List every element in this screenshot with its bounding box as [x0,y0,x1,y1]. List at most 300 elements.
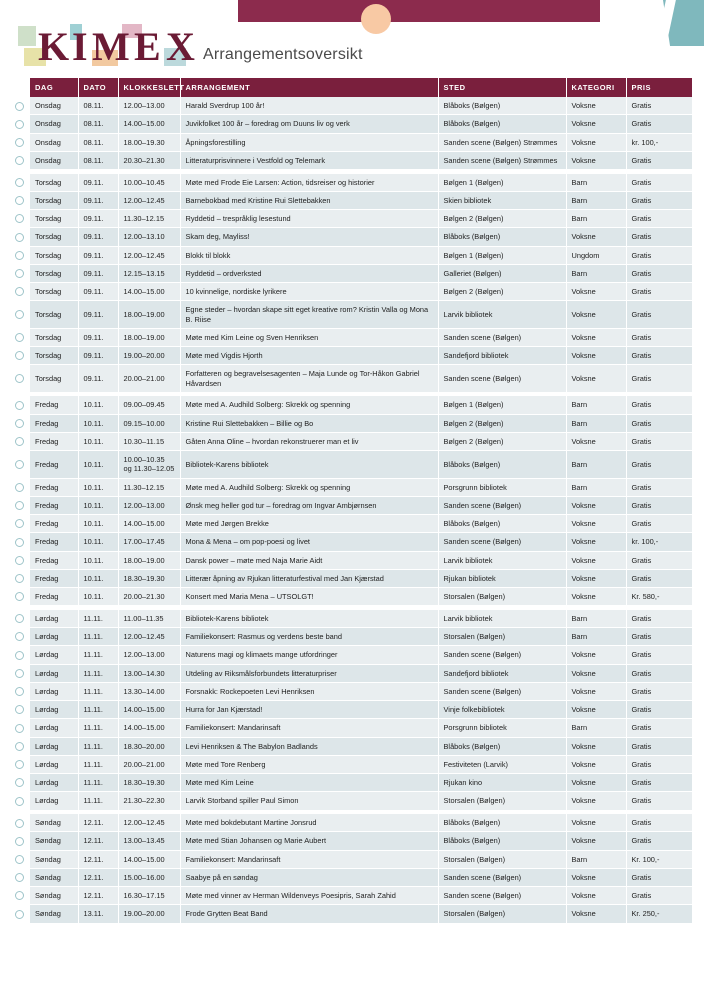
cell-date: 11.11. [78,737,118,755]
cell-place: Galleriet (Bølgen) [438,264,566,282]
cell-event: Møte med bokdebutant Martine Jonsrud [180,814,438,832]
table-row[interactable] [8,115,692,133]
cell-date: 10.11. [78,515,118,533]
circle-checkbox-icon[interactable] [15,873,24,882]
cell-date: 09.11. [78,283,118,301]
circle-checkbox-icon[interactable] [15,310,24,319]
circle-checkbox-icon[interactable] [15,214,24,223]
cell-price: Gratis [626,755,692,773]
table-row[interactable] [8,396,692,414]
circle-checkbox-icon[interactable] [15,778,24,787]
table-row[interactable] [8,887,692,905]
cell-day: Onsdag [30,151,78,169]
cell-price: Gratis [626,264,692,282]
row-checkbox-cell[interactable] [8,774,30,792]
table-row[interactable] [8,628,692,646]
row-checkbox-cell[interactable] [8,588,30,606]
cell-category: Voksne [566,97,626,115]
svg-text:M: M [92,24,130,68]
cell-event: Saabye på en søndag [180,868,438,886]
row-checkbox-cell[interactable] [8,133,30,151]
circle-checkbox-icon[interactable] [15,910,24,919]
cell-date: 10.11. [78,569,118,587]
row-checkbox-cell[interactable] [8,664,30,682]
row-checkbox-cell[interactable] [8,396,30,414]
cell-date: 12.11. [78,868,118,886]
circle-checkbox-icon[interactable] [15,401,24,410]
cell-category: Voksne [566,133,626,151]
circle-checkbox-icon[interactable] [15,196,24,205]
cell-day: Fredag [30,515,78,533]
cell-time: 20.30–21.30 [118,151,180,169]
cell-event: Møte med Kim Leine og Sven Henriksen [180,328,438,346]
cell-event: Gåten Anna Oline – hvordan rekonstruerer man et liv [180,432,438,450]
circle-checkbox-icon[interactable] [15,437,24,446]
table-row[interactable] [8,868,692,886]
cell-date: 11.11. [78,664,118,682]
cell-price: Gratis [626,628,692,646]
cell-price: Kr. 580,- [626,588,692,606]
circle-checkbox-icon[interactable] [15,251,24,260]
row-checkbox-cell[interactable] [8,755,30,773]
table-row[interactable] [8,365,692,393]
cell-price: Gratis [626,432,692,450]
table-row[interactable] [8,646,692,664]
row-checkbox-cell[interactable] [8,432,30,450]
table-row[interactable] [8,515,692,533]
circle-checkbox-icon[interactable] [15,333,24,342]
circle-checkbox-icon[interactable] [15,102,24,111]
row-checkbox-cell[interactable] [8,328,30,346]
column-header-place: STED [438,78,566,97]
cell-time: 12.00–12.45 [118,246,180,264]
circle-checkbox-icon[interactable] [15,797,24,806]
cell-category: Voksne [566,301,626,329]
table-row[interactable] [8,347,692,365]
cell-place: Blåboks (Bølgen) [438,115,566,133]
cell-date: 11.11. [78,792,118,810]
table-row[interactable] [8,151,692,169]
cell-event: Møte med Kim Leine [180,774,438,792]
row-checkbox-cell[interactable] [8,283,30,301]
cell-time: 12.00–13.00 [118,97,180,115]
cell-day: Lørdag [30,719,78,737]
cell-time: 12.00–13.10 [118,228,180,246]
cell-place: Bølgen 2 (Bølgen) [438,210,566,228]
checkbox-column-header [8,78,30,97]
cell-date: 09.11. [78,228,118,246]
cell-day: Fredag [30,432,78,450]
circle-checkbox-icon[interactable] [15,351,24,360]
row-checkbox-cell[interactable] [8,515,30,533]
cell-time: 10.30–11.15 [118,432,180,450]
circle-checkbox-icon[interactable] [15,837,24,846]
cell-category: Voksne [566,646,626,664]
cell-event: Naturens magi og klimaets mange utfordringer [180,646,438,664]
cell-date: 11.11. [78,610,118,628]
cell-time: 14.00–15.00 [118,115,180,133]
cell-place: Blåboks (Bølgen) [438,832,566,850]
cell-date: 09.11. [78,328,118,346]
cell-place: Rjukan kino [438,774,566,792]
cell-price: Gratis [626,737,692,755]
table-row[interactable] [8,719,692,737]
cell-place: Sandefjord bibliotek [438,664,566,682]
table-body [8,97,692,923]
table-row[interactable] [8,228,692,246]
cell-day: Fredag [30,414,78,432]
cell-day: Torsdag [30,246,78,264]
circle-checkbox-icon[interactable] [15,760,24,769]
cell-price: Gratis [626,328,692,346]
cell-date: 09.11. [78,301,118,329]
svg-text:K: K [38,24,70,68]
cell-price: Gratis [626,151,692,169]
table-row[interactable] [8,264,692,282]
row-checkbox-cell[interactable] [8,301,30,329]
row-checkbox-cell[interactable] [8,887,30,905]
cell-time: 16.30–17.15 [118,887,180,905]
row-checkbox-cell[interactable] [8,174,30,192]
table-row[interactable] [8,174,692,192]
cell-day: Søndag [30,905,78,923]
cell-time: 09.15–10.00 [118,414,180,432]
row-checkbox-cell[interactable] [8,228,30,246]
cell-event: Bibliotek-Karens bibliotek [180,451,438,479]
column-header-price: PRIS [626,78,692,97]
row-checkbox-cell[interactable] [8,719,30,737]
circle-checkbox-icon[interactable] [15,592,24,601]
cell-event: Litterær åpning av Rjukan litteraturfestival med Jan Kjærstad [180,569,438,587]
table-row[interactable] [8,905,692,923]
row-checkbox-cell[interactable] [8,814,30,832]
circle-checkbox-icon[interactable] [15,705,24,714]
cell-price: Gratis [626,792,692,810]
cell-place: Skien bibliotek [438,191,566,209]
cell-time: 18.30–19.30 [118,774,180,792]
circle-checkbox-icon[interactable] [15,519,24,528]
cell-event: Barnebokbad med Kristine Rui Slettebakken [180,191,438,209]
row-checkbox-cell[interactable] [8,365,30,393]
svg-text:E: E [134,24,161,68]
cell-time: 09.00–09.45 [118,396,180,414]
circle-checkbox-icon[interactable] [15,538,24,547]
cell-price: Gratis [626,414,692,432]
circle-checkbox-icon[interactable] [15,687,24,696]
cell-day: Onsdag [30,97,78,115]
cell-place: Bølgen 1 (Bølgen) [438,396,566,414]
circle-checkbox-icon[interactable] [15,374,24,383]
table-row[interactable] [8,533,692,551]
cell-event: Møte med Stian Johansen og Marie Aubert [180,832,438,850]
cell-category: Barn [566,396,626,414]
cell-price: Gratis [626,701,692,719]
circle-checkbox-icon[interactable] [15,233,24,242]
cell-event: Utdeling av Riksmålsforbundets litteraturpriser [180,664,438,682]
table-row[interactable] [8,478,692,496]
circle-checkbox-icon[interactable] [15,651,24,660]
row-checkbox-cell[interactable] [8,701,30,719]
cell-date: 11.11. [78,701,118,719]
cell-place: Vinje folkebibliotek [438,701,566,719]
cell-price: Gratis [626,814,692,832]
cell-event: Dansk power – møte med Naja Marie Aidt [180,551,438,569]
circle-checkbox-icon[interactable] [15,178,24,187]
cell-category: Voksne [566,515,626,533]
row-checkbox-cell[interactable] [8,646,30,664]
row-checkbox-cell[interactable] [8,210,30,228]
cell-category: Voksne [566,792,626,810]
row-checkbox-cell[interactable] [8,191,30,209]
cell-place: Sanden scene (Bølgen) Strømmes [438,151,566,169]
row-checkbox-cell[interactable] [8,832,30,850]
table-row[interactable] [8,432,692,450]
row-checkbox-cell[interactable] [8,792,30,810]
table-row[interactable] [8,451,692,479]
table-row[interactable] [8,850,692,868]
cell-price: Gratis [626,451,692,479]
table-row[interactable] [8,664,692,682]
cell-day: Lørdag [30,737,78,755]
cell-place: Bølgen 1 (Bølgen) [438,174,566,192]
cell-price: Gratis [626,228,692,246]
table-row[interactable] [8,414,692,432]
cell-place: Blåboks (Bølgen) [438,97,566,115]
circle-checkbox-icon[interactable] [15,669,24,678]
row-checkbox-cell[interactable] [8,737,30,755]
cell-time: 12.15–13.15 [118,264,180,282]
row-checkbox-cell[interactable] [8,682,30,700]
cell-place: Sanden scene (Bølgen) [438,496,566,514]
cell-date: 09.11. [78,246,118,264]
circle-checkbox-icon[interactable] [15,614,24,623]
row-checkbox-cell[interactable] [8,246,30,264]
table-row[interactable] [8,97,692,115]
row-checkbox-cell[interactable] [8,496,30,514]
cell-date: 09.11. [78,264,118,282]
cell-price: Gratis [626,719,692,737]
cell-price: Gratis [626,174,692,192]
cell-category: Voksne [566,588,626,606]
table-row[interactable] [8,191,692,209]
cell-place: Sanden scene (Bølgen) [438,682,566,700]
cell-category: Voksne [566,569,626,587]
cell-time: 19.00–20.00 [118,905,180,923]
table-row[interactable] [8,701,692,719]
row-checkbox-cell[interactable] [8,868,30,886]
cell-price: Gratis [626,478,692,496]
cell-time: 11.30–12.15 [118,210,180,228]
cell-event: Ønsk meg heller god tur – foredrag om Ingvar Ambjørnsen [180,496,438,514]
row-checkbox-cell[interactable] [8,347,30,365]
cell-date: 08.11. [78,151,118,169]
cell-date: 10.11. [78,533,118,551]
circle-checkbox-icon[interactable] [15,460,24,469]
cell-day: Torsdag [30,264,78,282]
cell-date: 11.11. [78,646,118,664]
table-row[interactable] [8,283,692,301]
cell-category: Voksne [566,328,626,346]
cell-price: Gratis [626,682,692,700]
table-row[interactable] [8,774,692,792]
circle-checkbox-icon[interactable] [15,574,24,583]
table-row[interactable] [8,133,692,151]
row-checkbox-cell[interactable] [8,850,30,868]
table-row[interactable] [8,610,692,628]
cell-time: 10.00–10.35 og 11.30–12.05 [118,451,180,479]
cell-place: Sanden scene (Bølgen) Strømmes [438,133,566,151]
circle-checkbox-icon[interactable] [15,138,24,147]
cell-place: Larvik bibliotek [438,610,566,628]
cell-date: 13.11. [78,905,118,923]
cell-date: 12.11. [78,814,118,832]
cell-time: 12.00–12.45 [118,191,180,209]
schedule-table [8,78,692,924]
table-row[interactable] [8,792,692,810]
cell-place: Sanden scene (Bølgen) [438,646,566,664]
row-checkbox-cell[interactable] [8,264,30,282]
cell-event: Møte med Tore Renberg [180,755,438,773]
table-row[interactable] [8,737,692,755]
cell-time: 20.00–21.00 [118,365,180,393]
row-checkbox-cell[interactable] [8,628,30,646]
circle-checkbox-icon[interactable] [15,742,24,751]
cell-category: Voksne [566,737,626,755]
cell-category: Voksne [566,682,626,700]
cell-date: 10.11. [78,432,118,450]
table-row[interactable] [8,328,692,346]
cell-price: Gratis [626,396,692,414]
cell-place: Storsalen (Bølgen) [438,905,566,923]
cell-day: Fredag [30,396,78,414]
cell-day: Torsdag [30,283,78,301]
circle-checkbox-icon[interactable] [15,556,24,565]
cell-price: Gratis [626,115,692,133]
cell-day: Lørdag [30,682,78,700]
cell-date: 11.11. [78,755,118,773]
circle-checkbox-icon[interactable] [15,501,24,510]
table-row[interactable] [8,755,692,773]
row-checkbox-cell[interactable] [8,905,30,923]
cell-day: Fredag [30,551,78,569]
cell-price: Gratis [626,365,692,393]
table-row[interactable] [8,588,692,606]
cell-event: Harald Sverdrup 100 år! [180,97,438,115]
cell-category: Voksne [566,228,626,246]
row-checkbox-cell[interactable] [8,551,30,569]
circle-checkbox-icon[interactable] [15,483,24,492]
row-checkbox-cell[interactable] [8,97,30,115]
table-row[interactable] [8,246,692,264]
cell-category: Voksne [566,905,626,923]
circle-checkbox-icon[interactable] [15,855,24,864]
page-subtitle: Arrangementsoversikt [203,46,363,63]
cell-event: Konsert med Maria Mena – UTSOLGT! [180,588,438,606]
row-checkbox-cell[interactable] [8,478,30,496]
cell-category: Voksne [566,887,626,905]
circle-checkbox-icon[interactable] [15,120,24,129]
cell-category: Barn [566,610,626,628]
cell-place: Storsalen (Bølgen) [438,850,566,868]
cell-date: 10.11. [78,414,118,432]
column-header-event: ARRANGEMENT [180,78,438,97]
circle-checkbox-icon[interactable] [15,632,24,641]
cell-event: Familiekonsert: Rasmus og verdens beste band [180,628,438,646]
circle-checkbox-icon[interactable] [15,724,24,733]
cell-price: Gratis [626,97,692,115]
cell-category: Barn [566,210,626,228]
cell-day: Torsdag [30,328,78,346]
row-checkbox-cell[interactable] [8,569,30,587]
row-checkbox-cell[interactable] [8,451,30,479]
table-row[interactable] [8,551,692,569]
row-checkbox-cell[interactable] [8,151,30,169]
cell-price: Gratis [626,347,692,365]
circle-checkbox-icon[interactable] [15,156,24,165]
table-row[interactable] [8,682,692,700]
circle-checkbox-icon[interactable] [15,419,24,428]
row-checkbox-cell[interactable] [8,533,30,551]
table-row[interactable] [8,210,692,228]
table-row[interactable] [8,301,692,329]
cell-day: Torsdag [30,365,78,393]
table-row[interactable] [8,832,692,850]
cell-date: 11.11. [78,774,118,792]
cell-place: Blåboks (Bølgen) [438,451,566,479]
cell-category: Ungdom [566,246,626,264]
table-row[interactable] [8,814,692,832]
table-row[interactable] [8,569,692,587]
cell-event: Ryddetid – trespråklig lesestund [180,210,438,228]
cell-time: 19.00–20.00 [118,347,180,365]
cell-place: Sandefjord bibliotek [438,347,566,365]
cell-day: Lørdag [30,646,78,664]
cell-event: Forfatteren og begravelsesagenten – Maja Lunde og Tor-Håkon Gabriel Håvardsen [180,365,438,393]
cell-price: Gratis [626,646,692,664]
cell-price: Gratis [626,887,692,905]
cell-time: 17.00–17.45 [118,533,180,551]
cell-time: 14.00–15.00 [118,850,180,868]
table-row[interactable] [8,496,692,514]
cell-date: 11.11. [78,682,118,700]
cell-time: 14.00–15.00 [118,283,180,301]
cell-price: Gratis [626,283,692,301]
cell-day: Lørdag [30,664,78,682]
cell-category: Barn [566,191,626,209]
cell-event: Møte med vinner av Herman Wildenveys Poesipris, Sarah Zahid [180,887,438,905]
row-checkbox-cell[interactable] [8,115,30,133]
cell-event: Møte med A. Audhild Solberg: Skrekk og spenning [180,396,438,414]
cell-category: Voksne [566,868,626,886]
cell-date: 10.11. [78,478,118,496]
cell-time: 18.00–19.00 [118,551,180,569]
cell-event: Litteraturprisvinnere i Vestfold og Telemark [180,151,438,169]
cell-day: Lørdag [30,774,78,792]
cell-place: Porsgrunn bibliotek [438,478,566,496]
cell-place: Sanden scene (Bølgen) [438,365,566,393]
row-checkbox-cell[interactable] [8,414,30,432]
header-peach-circle [361,4,391,34]
cell-price: Gratis [626,301,692,329]
cell-time: 10.00–10.45 [118,174,180,192]
cell-place: Sanden scene (Bølgen) [438,887,566,905]
circle-checkbox-icon[interactable] [15,819,24,828]
circle-checkbox-icon[interactable] [15,269,24,278]
circle-checkbox-icon[interactable] [15,891,24,900]
row-checkbox-cell[interactable] [8,610,30,628]
circle-checkbox-icon[interactable] [15,287,24,296]
cell-category: Voksne [566,664,626,682]
